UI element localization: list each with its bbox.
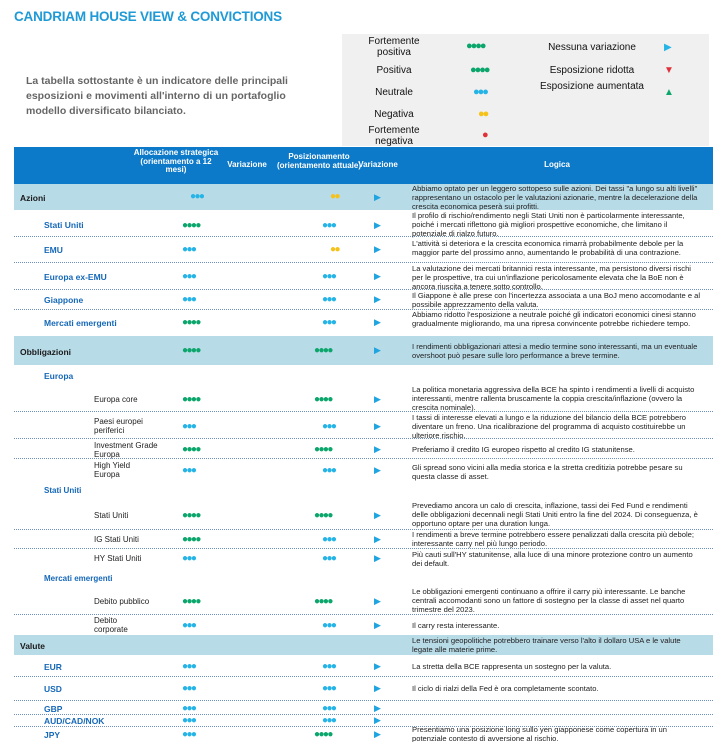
- strategic-dots: ●●●: [182, 294, 196, 305]
- row-label: Giappone: [44, 295, 84, 305]
- table-row: [14, 439, 713, 459]
- legend-neutral-dots: ●●●: [473, 86, 487, 98]
- legend-reduced-label: Esposizione ridotta: [549, 65, 635, 76]
- logic-text: Il Giappone è alle prese con l'incertezza associata a una BoJ meno accomodante e al possibile apprezzamento della valuta.: [412, 291, 701, 309]
- strategic-dots: ●●●●: [182, 394, 200, 405]
- logic-text: Il ciclo di rialzi della Fed è ora completamente scontato.: [412, 684, 599, 693]
- row-label: IG Stati Uniti: [94, 535, 139, 544]
- row-label: Stati Uniti: [44, 486, 82, 495]
- position-dots: ●●●: [322, 534, 336, 545]
- arrow-right-icon: ▶: [374, 620, 381, 630]
- logic-text: L'attività si deteriora e la crescita economica rimarrà probabilmente debole per la maggior parte del prossimo anno, aumentando le probabilità di una contrazione.: [412, 239, 684, 257]
- logic-text: I rendimenti a breve termine potrebbero essere penalizzati dalla crescita più debole; interessante carry nel più lungo periodo.: [412, 530, 694, 548]
- row-label: AUD/CAD/NOK: [44, 716, 105, 726]
- logic-text: Il profilo di rischio/rendimento negli Stati Uniti non è particolarmente interessante, poiché i mercati riflettono già migliori prospettive economiche, che limitano il potenziale di rialzo futuro.: [412, 211, 685, 238]
- logic-text: Presentiamo una posizione long sullo yen giapponese come copertura in un potenziale contesto di avversione al rischio.: [412, 725, 667, 742]
- arrow-right-icon: ▶: [374, 394, 381, 404]
- intro-text: La tabella sottostante è un indicatore delle principali esposizioni e movimenti all'interno di un portafoglio modello diversificato bilanciato.: [26, 75, 288, 117]
- strategic-dots: ●●●: [182, 244, 196, 255]
- logic-text: I rendimenti obbligazionari attesi a medio termine sono interessanti, ma un eventuale overshoot può pesare sulle loro performance a breve termine.: [412, 342, 698, 360]
- table-row: [14, 310, 713, 336]
- table-row: [14, 585, 713, 615]
- table-row: [14, 701, 713, 715]
- position-dots: ●●●: [322, 294, 336, 305]
- row-label: Investment Grade Europa: [94, 441, 158, 459]
- position-dots: ●●●: [322, 683, 336, 694]
- strategic-dots: ●●●●: [182, 596, 200, 607]
- position-dots: ●●●: [322, 661, 336, 672]
- logic-text: Abbiamo ridotto l'esposizione a neutrale poiché gli indicatori economici cinesi stanno gradualmente migliorando, ma una ripresa convincente potrebbe richiedere tempo.: [412, 310, 696, 328]
- position-dots: ●●●: [322, 553, 336, 564]
- row-label: Azioni: [20, 193, 46, 203]
- arrow-right-icon: ▶: [374, 465, 381, 475]
- position-dots: ●●●: [322, 465, 336, 476]
- position-dots: ●●●: [322, 620, 336, 631]
- arrow-right-icon: ▶: [374, 345, 381, 355]
- strategic-dots: ●●●: [182, 271, 196, 282]
- strategic-dots: ●●●: [182, 620, 196, 631]
- row-label: Stati Uniti: [94, 511, 129, 520]
- strategic-dots: ●●●●: [182, 317, 200, 328]
- legend-negative-label: Negativa: [374, 109, 414, 120]
- row-label: Mercati emergenti: [44, 574, 113, 583]
- header-positioning: Posizionamento (orientamento attuale): [276, 152, 361, 170]
- row-label: Paesi europei periferici: [94, 417, 143, 435]
- header-strategic: Allocazione strategica (orientamento a 12 mesi): [133, 148, 219, 174]
- position-dots: ●●: [330, 244, 339, 255]
- legend-positive-dots: ●●●●: [470, 64, 489, 76]
- table-row: [14, 615, 713, 635]
- row-label: Europa: [44, 371, 74, 381]
- legend-strong-negative-dots: ●: [482, 129, 487, 141]
- strategic-dots: ●●●●: [182, 510, 200, 521]
- logic-text: I tassi di interesse elevati a lungo e la riduzione del bilancio della BCE potrebbero diventare un freno. Una ricalibrazione del programma di acquisto costituirebbe un ulteriore rischio.: [412, 413, 686, 440]
- position-dots: ●●: [330, 191, 339, 202]
- strategic-dots: ●●●●: [182, 444, 200, 455]
- page-title: CANDRIAM HOUSE VIEW & CONVICTIONS: [14, 9, 282, 24]
- row-label: JPY: [44, 730, 61, 740]
- arrow-right-icon: ▶: [374, 294, 381, 304]
- logic-text: Prevediamo ancora un calo di crescita, inflazione, tassi dei Fed Fund e rendimenti delle obbligazioni decennali negli Stati Uniti entro la fine del 2024. Di conseguenza, è opportuno optare per una duration lunga.: [412, 501, 698, 528]
- position-dots: ●●●●: [314, 596, 332, 607]
- legend: [342, 34, 709, 146]
- strategic-dots: ●●●●: [182, 534, 200, 545]
- logic-text: Le tensioni geopolitiche potrebbero trainare verso l'alto il dollaro USA e le valute legate alle materie prime.: [412, 636, 681, 654]
- position-dots: ●●●: [322, 271, 336, 282]
- arrow-right-icon: ▶: [374, 534, 381, 544]
- strategic-dots: ●●●: [182, 421, 196, 432]
- position-dots: ●●●: [322, 317, 336, 328]
- row-label: Europa core: [94, 395, 138, 404]
- row-label: GBP: [44, 704, 63, 714]
- row-label: Obbligazioni: [20, 347, 71, 357]
- row-label: EUR: [44, 662, 62, 672]
- legend-strong-negative-label: Fortemente negativa: [368, 125, 420, 147]
- arrow-right-icon: ▶: [374, 729, 381, 739]
- table-row: [14, 210, 713, 237]
- table-row: [14, 727, 713, 742]
- logic-text: Preferiamo il credito IG europeo rispetto al credito IG statunitense.: [412, 445, 635, 454]
- table-row: [14, 483, 713, 497]
- legend-strong-positive-label: Fortemente positiva: [368, 36, 420, 58]
- arrow-right-icon: ▶: [374, 715, 381, 725]
- position-dots: ●●●●: [314, 444, 332, 455]
- arrow-up-icon: ▲: [664, 87, 674, 98]
- table-row: [14, 459, 713, 483]
- arrow-right-icon: ▶: [374, 683, 381, 693]
- table-row: [14, 530, 713, 549]
- arrow-right-icon: ▶: [374, 271, 381, 281]
- strategic-dots: ●●●: [182, 553, 196, 564]
- strategic-dots: ●●●: [182, 703, 196, 714]
- table-row: [14, 365, 713, 383]
- header-variation-1: Variazione: [227, 160, 267, 169]
- position-dots: ●●●●: [314, 729, 332, 740]
- position-dots: ●●●: [322, 715, 336, 726]
- strategic-dots: ●●●●: [182, 345, 200, 356]
- arrow-right-icon: ▶: [664, 42, 672, 53]
- table-row: [14, 635, 713, 655]
- arrow-right-icon: ▶: [374, 244, 381, 254]
- logic-text: La politica monetaria aggressiva della BCE ha spinto i rendimenti a livelli di acquisto interessanti, mentre rallenta bruscamente la coppia crescita/inflazione (ovvero la crescita nominale).: [412, 385, 695, 412]
- row-label: Europa ex-EMU: [44, 272, 107, 282]
- position-dots: ●●●●: [314, 394, 332, 405]
- row-label: HY Stati Uniti: [94, 554, 142, 563]
- arrow-right-icon: ▶: [374, 444, 381, 454]
- row-label: USD: [44, 684, 62, 694]
- row-label: High Yield Europa: [94, 461, 131, 479]
- arrow-right-icon: ▶: [374, 220, 381, 230]
- header-logic: Logica: [544, 160, 570, 169]
- logic-text: Le obbligazioni emergenti continuano a offrire il carry più interessante. Le banche centrali accomodanti sono un fattore di sostegno per la classe di asset nel quarto trimestre del 2023.: [412, 587, 686, 614]
- row-label: Mercati emergenti: [44, 318, 117, 328]
- arrow-right-icon: ▶: [374, 596, 381, 606]
- position-dots: ●●●: [322, 421, 336, 432]
- logic-text: Abbiamo optato per un leggero sottopeso sulle azioni. Dei tassi "a lungo su alti livelli" rappresentano un ostacolo per le valutazioni azionarie, mentre la decelerazione della crescita economica peserà sui profitti.: [412, 184, 698, 211]
- convictions-table: [14, 147, 713, 742]
- table-row: [14, 412, 713, 439]
- strategic-dots: ●●●: [190, 191, 204, 202]
- table-row: [14, 383, 713, 412]
- arrow-right-icon: ▶: [374, 421, 381, 431]
- position-dots: ●●●●: [314, 510, 332, 521]
- table-row: [14, 290, 713, 310]
- arrow-right-icon: ▶: [374, 510, 381, 520]
- row-label: Stati Uniti: [44, 220, 84, 230]
- table-row: [14, 549, 713, 569]
- strategic-dots: ●●●: [182, 715, 196, 726]
- row-label: Debito pubblico: [94, 597, 150, 606]
- legend-negative-dots: ●●: [478, 108, 488, 120]
- logic-text: Gli spread sono vicini alla media storica e la stretta creditizia potrebbe pesare su questa classe di asset.: [412, 463, 683, 481]
- arrow-right-icon: ▶: [374, 317, 381, 327]
- arrow-right-icon: ▶: [374, 703, 381, 713]
- table-row: [14, 336, 713, 365]
- strategic-dots: ●●●: [182, 465, 196, 476]
- header-variation-2: Variazione: [358, 160, 398, 169]
- table-row: [14, 184, 713, 210]
- row-label: Valute: [20, 641, 46, 651]
- logic-text: Il carry resta interessante.: [412, 621, 500, 630]
- arrow-right-icon: ▶: [374, 192, 381, 202]
- logic-text: La stretta della BCE rappresenta un sostegno per la valuta.: [412, 662, 612, 671]
- table-row: [14, 263, 713, 290]
- table-row: [14, 655, 713, 677]
- position-dots: ●●●: [322, 220, 336, 231]
- legend-no-change-label: Nessuna variazione: [548, 42, 636, 53]
- legend-neutral-label: Neutrale: [375, 87, 413, 98]
- table-header: [14, 147, 713, 184]
- logic-text: Più cauti sull'HY statunitense, alla luce di una minore protezione contro un aumento dei default.: [412, 550, 693, 568]
- legend-increased-label: Esposizione aumentata: [540, 81, 644, 92]
- strategic-dots: ●●●●: [182, 220, 200, 231]
- position-dots: ●●●: [322, 703, 336, 714]
- row-label: Debito corporate: [94, 616, 128, 634]
- table-row: [14, 497, 713, 530]
- arrow-right-icon: ▶: [374, 661, 381, 671]
- arrow-down-icon: ▼: [664, 65, 674, 76]
- logic-text: La valutazione dei mercati britannici resta interessante, ma persistono diversi rischi per le prospettive, tra cui un'inflazione pericolosamente elevata che la BoE non è ancora riuscita a tenere sotto controllo.: [412, 264, 691, 291]
- strategic-dots: ●●●: [182, 683, 196, 694]
- arrow-right-icon: ▶: [374, 553, 381, 563]
- strategic-dots: ●●●: [182, 661, 196, 672]
- table-row: [14, 237, 713, 263]
- legend-positive-label: Positiva: [376, 65, 412, 76]
- position-dots: ●●●●: [314, 345, 332, 356]
- table-row: [14, 677, 713, 701]
- row-label: EMU: [44, 245, 63, 255]
- strategic-dots: ●●●: [182, 729, 196, 740]
- legend-strong-positive-dots: ●●●●: [466, 40, 485, 52]
- table-row: [14, 569, 713, 585]
